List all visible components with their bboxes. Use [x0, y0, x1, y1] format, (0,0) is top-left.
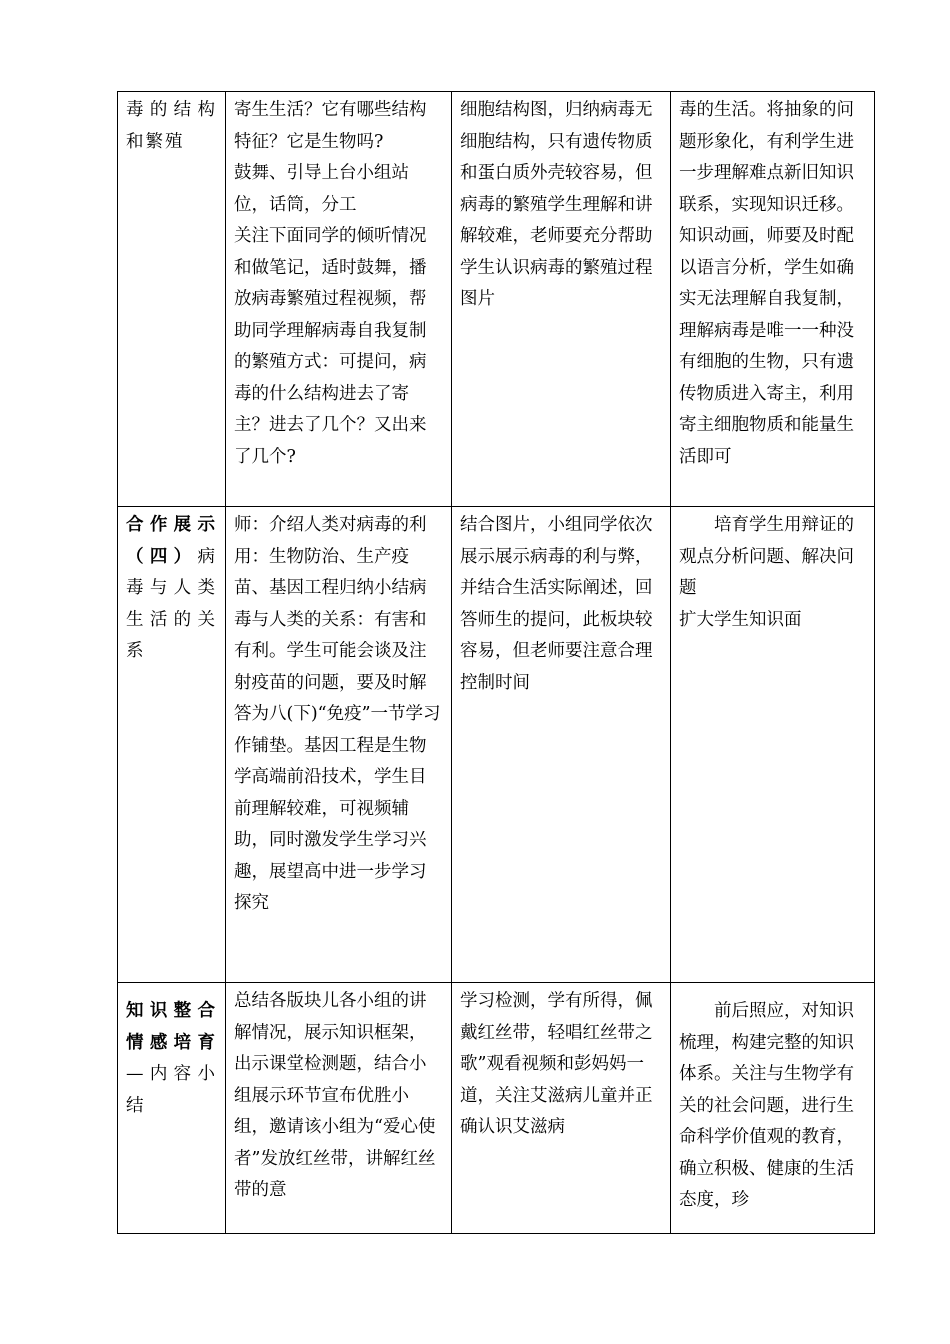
design-intent-text: 毒的生活。将抽象的问题形象化，有利学生进一步理解难点新旧知识联系，实现知识迁移。知识动画，师要及时配以语言分析，学生如确实无法理解自我复制，理解病毒是唯一一种没有细胞的生物，只有遗传物质进入寄主，利用寄主细胞物质和能量生活即可 [679, 100, 854, 467]
student-activity-text: 细胞结构图，归纳病毒无细胞结构，只有遗传物质和蛋白质外壳较容易，但病毒的繁殖学生理解和讲解较难，老师要充分帮助学生认识病毒的繁殖过程图片 [460, 100, 653, 309]
table-row [118, 983, 875, 1234]
stage-label: 病毒与人类生活的关系 [126, 546, 217, 661]
design-intent-cell [671, 507, 875, 983]
lesson-plan-table [117, 91, 875, 1234]
stage-title: 知识整合情感培育 [126, 1001, 217, 1053]
teacher-activity-text: 鼓舞、引导上台小组站位，话筒，分工 [234, 163, 409, 215]
design-intent-cell [671, 983, 875, 1234]
student-activity-cell [452, 983, 671, 1234]
teacher-activity-text: 总结各版块儿各小组的讲解情况，展示知识框架，出示课堂检测题，结合小组展示环节宣布优胜小组，邀请该小组为“爱心使者”发放红丝带，讲解红丝带的意 [234, 991, 436, 1200]
design-intent-text: 前后照应，对知识梳理，构建完整的知识体系。关注与生物学有关的社会问题，进行生命科学价值观的教育，确立积极、健康的生活态度，珍 [679, 1001, 854, 1210]
stage-cell [118, 983, 226, 1234]
stage-label: —内容小结 [126, 1064, 217, 1116]
teacher-activity-cell [226, 983, 452, 1234]
teacher-activity-cell [226, 92, 452, 507]
teacher-activity-text: 关注下面同学的倾听情况和做笔记，适时鼓舞，播放病毒繁殖过程视频，帮助同学理解病毒自我复制的繁殖方式：可提问，病毒的什么结构进去了寄主？进去了几个？又出来了几个? [234, 226, 427, 467]
table-row [118, 507, 875, 983]
student-activity-text: 结合图片，小组同学依次展示展示病毒的利与弊，并结合生活实际阐述，回答师生的提问，此板块较容易，但老师要注意合理控制时间 [460, 515, 653, 693]
stage-label: 毒的结构和繁殖 [126, 100, 217, 152]
student-activity-cell [452, 507, 671, 983]
stage-title: 合作展示（四） [126, 515, 217, 567]
stage-cell [118, 507, 226, 983]
student-activity-cell [452, 92, 671, 507]
design-intent-text: 培育学生用辩证的观点分析问题、解决问题 [679, 515, 854, 598]
teacher-activity-text: 寄生生活？它有哪些结构特征？它是生物吗? [234, 100, 427, 152]
teacher-activity-text: 师：介绍人类对病毒的利用：生物防治、生产疫苗、基因工程归纳小结病毒与人类的关系：有害和有利。学生可能会谈及注射疫苗的问题，要及时解答为八(下)“免疫”一节学习作铺垫。基因工程是生物学高端前沿技术，学生目前理解较难，可视频辅助，同时激发学生学习兴趣，展望高中进一步学习探究 [234, 515, 441, 913]
student-activity-text: 学习检测，学有所得，佩戴红丝带，轻唱红丝带之歌”观看视频和彭妈妈一道，关注艾滋病儿童并正确认识艾滋病 [460, 991, 653, 1137]
design-intent-cell [671, 92, 875, 507]
teacher-activity-cell [226, 507, 452, 983]
table-row [118, 92, 875, 507]
stage-cell [118, 92, 226, 507]
design-intent-text: 扩大学生知识面 [679, 609, 802, 630]
